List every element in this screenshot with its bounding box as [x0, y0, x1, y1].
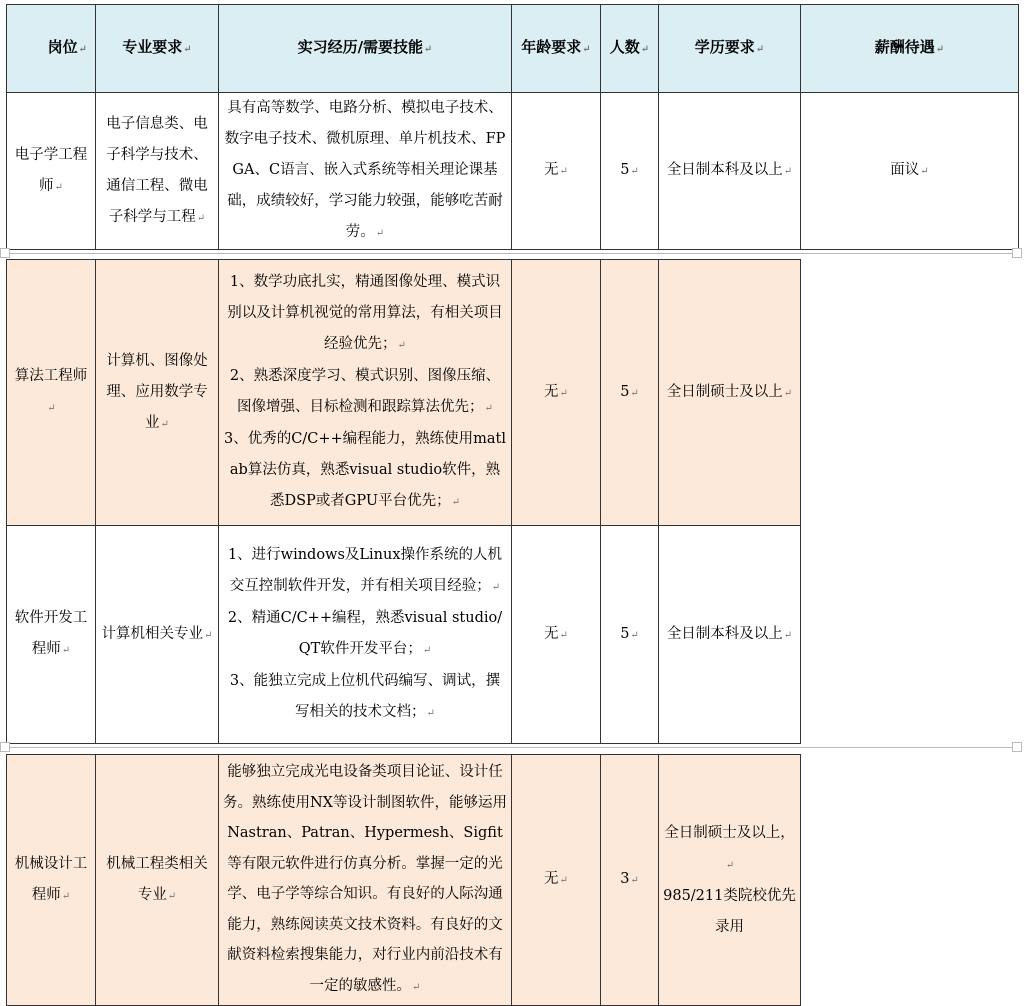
- header-count: 人数↵: [601, 5, 659, 93]
- cell-count: 5↵: [601, 526, 659, 744]
- cell-position: 软件开发工程师↵: [7, 526, 96, 744]
- table-header: [6, 4, 1019, 93]
- cell-count: 3↵: [601, 755, 659, 1006]
- cell-age: 无↵: [512, 93, 601, 250]
- page-break-marker: [0, 742, 10, 752]
- table-row: [7, 526, 1019, 744]
- page-break-marker: [1012, 742, 1022, 752]
- cell-age: 无↵: [512, 755, 601, 1006]
- cell-skills: 1、进行windows及Linux操作系统的人机交互控制软件开发，并有相关项目经验；↵ 2、精通C/C++编程，熟悉visual studio/QT软件开发平台；↵ 3、能独立完成上位机代码编写、调试，撰写相关的技术文档；↵: [219, 526, 512, 744]
- page-break-line: [6, 253, 1018, 254]
- cell-skills: 具有高等数学、电路分析、模拟电子技术、数字电子技术、微机原理、单片机技术、FPGA、C语言、嵌入式系统等相关理论课基础，成绩较好，学习能力较强，能够吃苦耐劳。↵: [219, 93, 512, 250]
- cell-salary-empty: [801, 755, 1019, 1006]
- cell-major: 计算机、图像处理、应用数学专业↵: [96, 260, 219, 526]
- cell-salary-empty: [801, 526, 1019, 744]
- cell-major: 计算机相关专业↵: [96, 526, 219, 744]
- cell-skills: 1、数学功底扎实，精通图像处理、模式识别以及计算机视觉的常用算法，有相关项目经验优先；↵ 2、熟悉深度学习、模式识别、图像压缩、图像增强、目标检测和跟踪算法优先；↵ 3、优秀的C/C++编程能力，熟练使用matlab算法仿真，熟悉visual studio软件，熟悉DSP或者GPU平台优先；↵: [219, 260, 512, 526]
- cell-major: 电子信息类、电子科学与技术、通信工程、微电子科学与工程↵: [96, 93, 219, 250]
- header-major: 专业要求↵: [96, 5, 219, 93]
- page-break-marker: [1012, 248, 1022, 258]
- header-age: 年龄要求↵: [512, 5, 601, 93]
- header-skills: 实习经历/需要技能↵: [219, 5, 512, 93]
- cell-salary: 面议↵: [801, 93, 1019, 250]
- header-salary: 薪酬待遇↵: [801, 5, 1019, 93]
- cell-education: 全日制硕士及以上，↵ 985/211类院校优先录用: [659, 755, 801, 1006]
- cell-count: 5↵: [601, 260, 659, 526]
- cell-skills: 能够独立完成光电设备类项目论证、设计任务。熟练使用NX等设计制图软件，能够运用Nastran、Patran、Hypermesh、Sigfit等有限元软件进行仿真分析。掌握一定的光学、电子学等综合知识。有良好的人际沟通能力，熟练阅读英文技术资料。有良好的文献资料检索搜集能力，对行业内前沿技术有一定的敏感性。↵: [219, 755, 512, 1006]
- cell-position: 机械设计工程师↵: [7, 755, 96, 1006]
- table-row: [6, 92, 1019, 250]
- cell-major: 机械工程类相关专业↵: [96, 755, 219, 1006]
- cell-position: 算法工程师↵: [7, 260, 96, 526]
- cell-age: 无↵: [512, 526, 601, 744]
- cell-age: 无↵: [512, 260, 601, 526]
- page-break-marker: [0, 248, 10, 258]
- table-block: [6, 259, 1019, 744]
- page-break-line: [6, 747, 1018, 748]
- header-position: 岗位↵: [7, 5, 96, 93]
- cell-education: 全日制本科及以上↵: [659, 526, 801, 744]
- table-row: [6, 754, 1019, 1006]
- cell-position: 电子学工程师↵: [7, 93, 96, 250]
- cell-salary-empty: [801, 260, 1019, 526]
- header-education: 学历要求↵: [659, 5, 801, 93]
- cell-education: 全日制本科及以上↵: [659, 93, 801, 250]
- cell-count: 5↵: [601, 93, 659, 250]
- table-row: [7, 260, 1019, 526]
- cell-education: 全日制硕士及以上↵: [659, 260, 801, 526]
